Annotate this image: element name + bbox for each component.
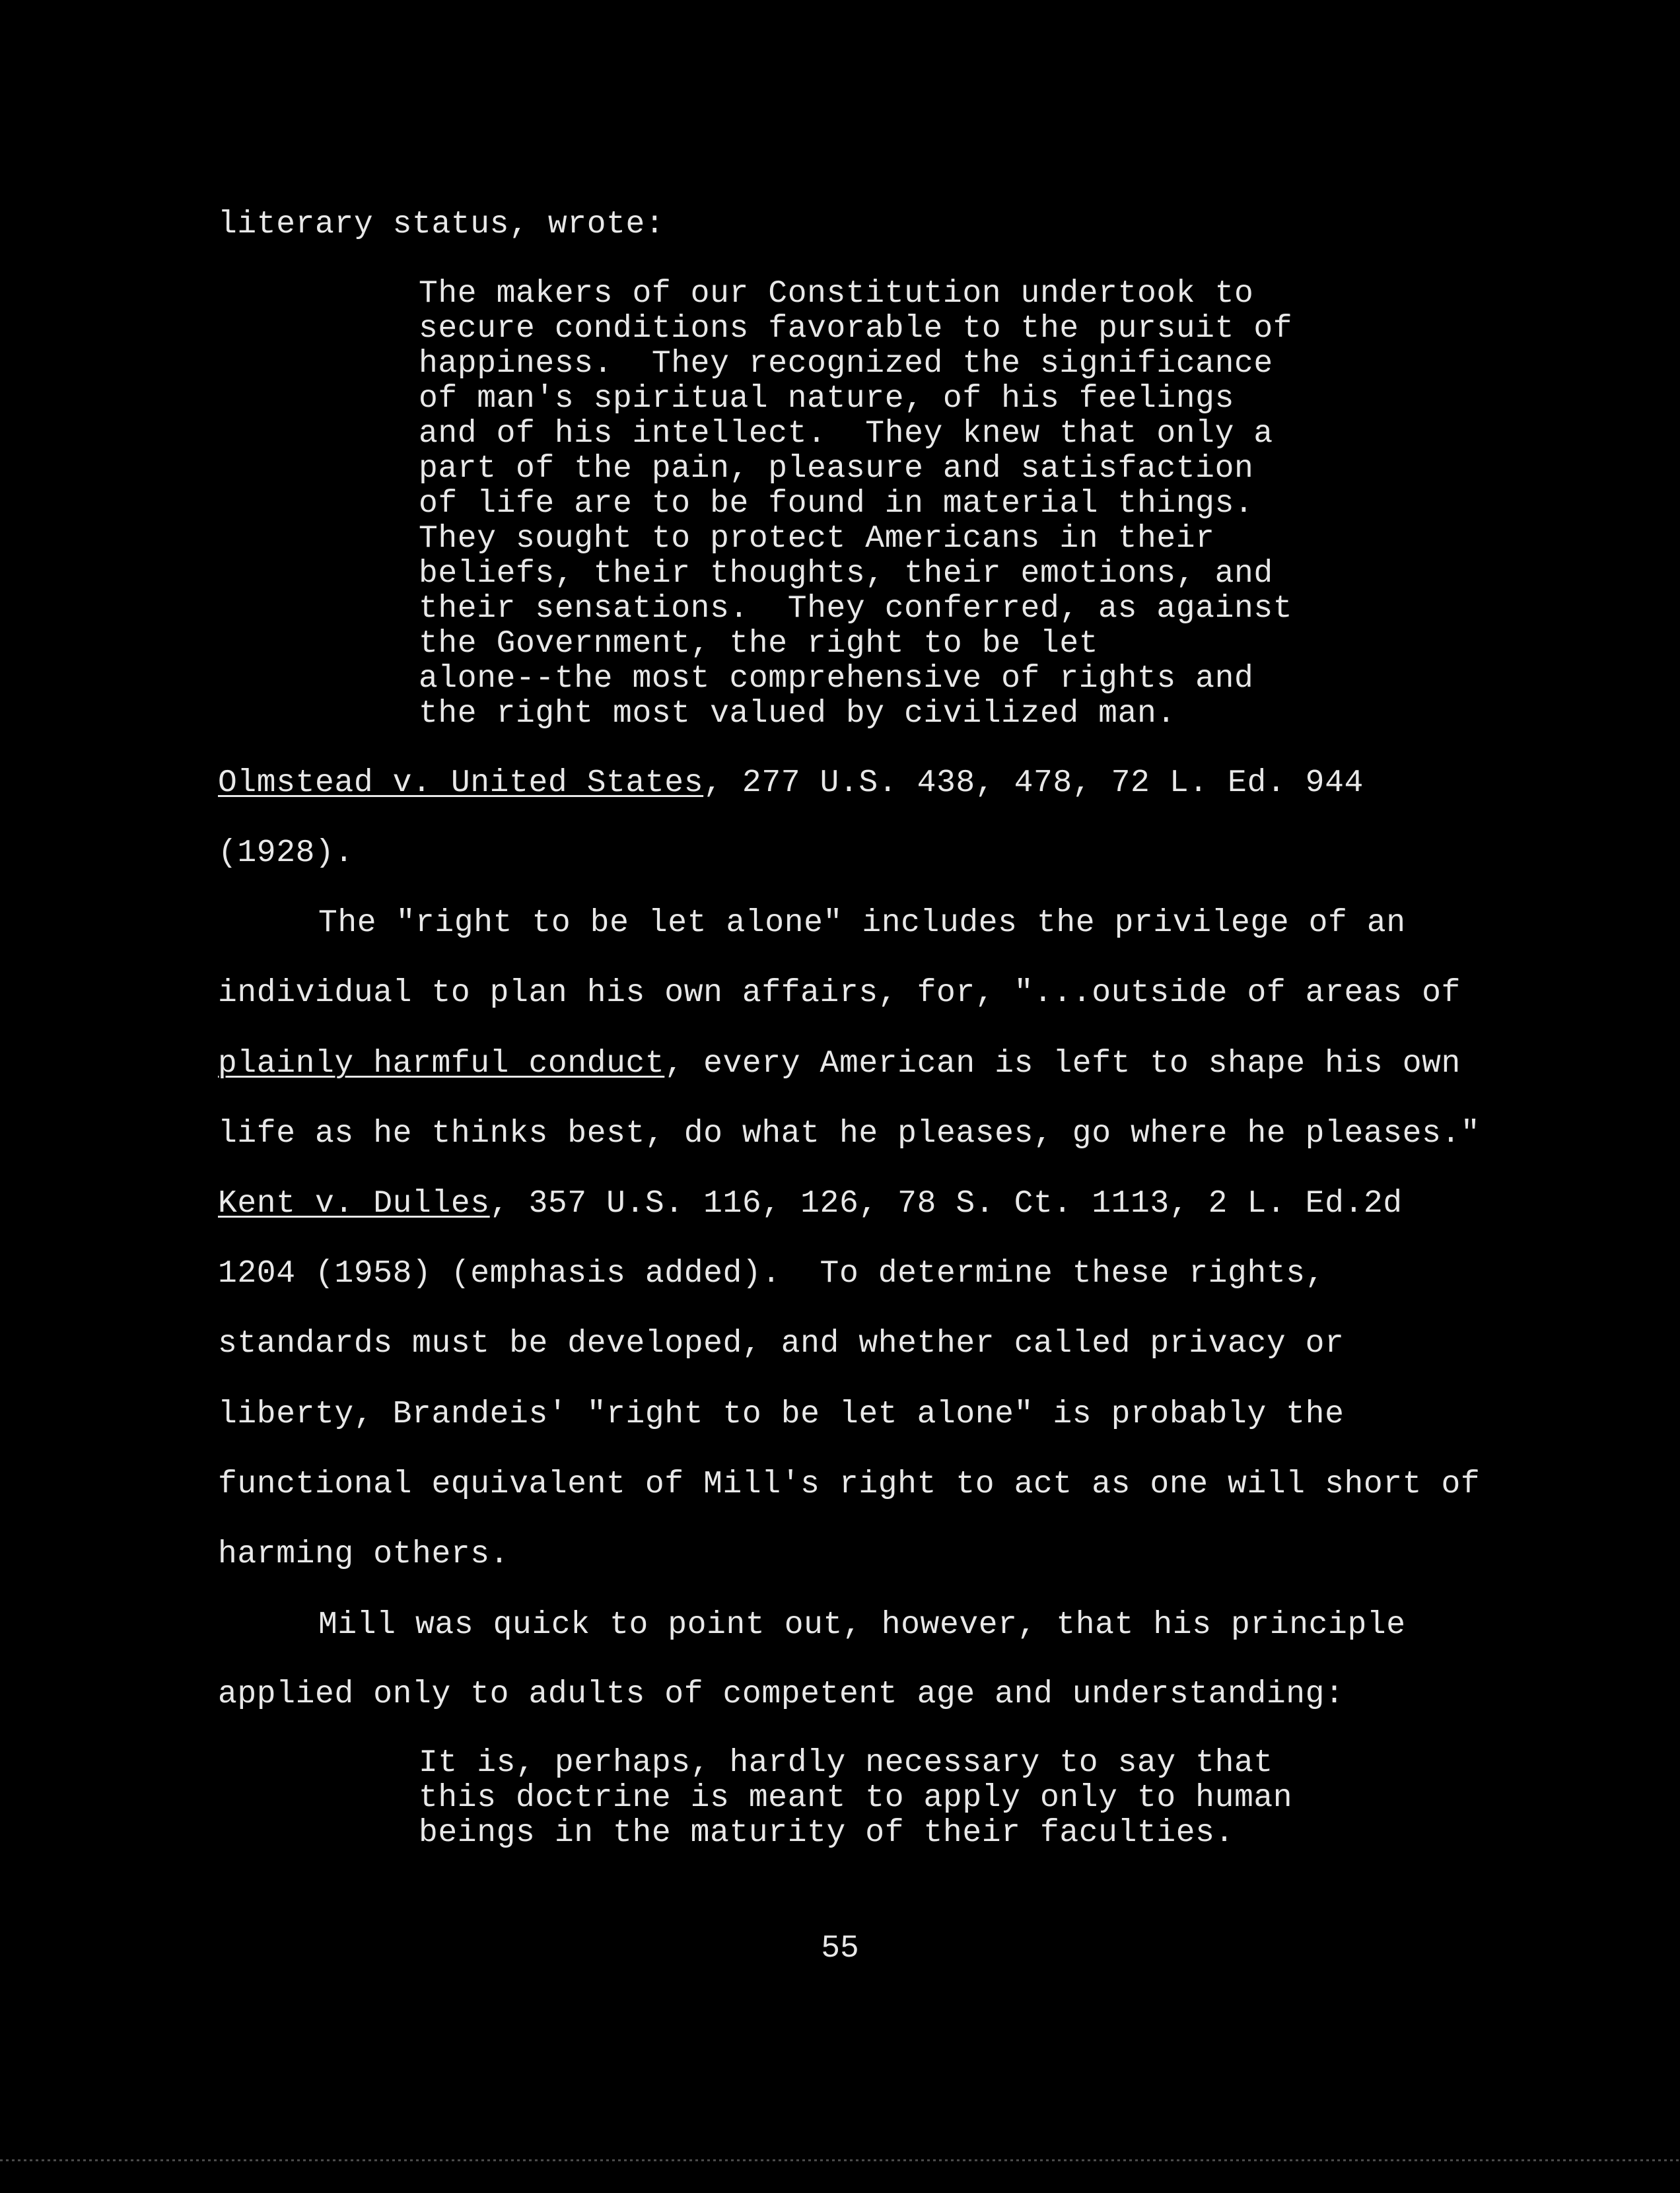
page-number: 55 [821,1931,859,1967]
quote-line: alone--the most comprehensive of rights and [419,661,1254,697]
paragraph-line: harming others. [218,1537,510,1572]
citation-year: (1928). [218,835,354,871]
quote-line: beings in the maturity of their faculties. [419,1815,1234,1851]
quote-line: part of the pain, pleasure and satisfaction [419,451,1254,487]
paragraph-line: functional equivalent of Mill's right to act as one will short of [218,1467,1481,1502]
case-name-kent: Kent v. Dulles [218,1186,490,1222]
paragraph-line: applied only to adults of competent age and understanding: [218,1677,1345,1712]
citation-reporter: , 277 U.S. 438, 478, 72 L. Ed. 944 [703,765,1364,801]
quote-line: The makers of our Constitution undertook to [419,276,1254,312]
paragraph-line: liberty, Brandeis' "right to be let alone" is probably the [218,1397,1345,1432]
quote-line: and of his intellect. They knew that only a [419,416,1273,452]
quote-line: It is, perhaps, hardly necessary to say that [419,1745,1273,1781]
paragraph-line: 1204 (1958) (emphasis added). To determine these rights, [218,1256,1325,1292]
quote-line: the Government, the right to be let [419,626,1099,662]
scan-edge-rule [0,2159,1680,2161]
paragraph-line: standards must be developed, and whether called privacy or [218,1326,1345,1362]
quote-line: the right most valued by civilized man. [419,696,1176,732]
paragraph-line: individual to plan his own affairs, for, "...outside of areas of [218,975,1461,1011]
quote-line: of man's spiritual nature, of his feelings [419,381,1234,417]
citation-olmstead [218,767,1364,799]
citation-kent: Kent v. Dulles, 357 U.S. 116, 126, 78 S. Ct. 1113, 2 L. Ed.2d [218,1186,1403,1222]
paragraph-line: Mill was quick to point out, however, that his principle [318,1607,1406,1643]
quote-line: secure conditions favorable to the pursuit of [419,311,1293,347]
quote-line: of life are to be found in material things. [419,486,1254,522]
quote-line: beliefs, their thoughts, their emotions, and [419,556,1273,592]
quote-line: happiness. They recognized the significance [419,346,1273,382]
paragraph-line: The "right to be let alone" includes the privilege of an [318,905,1406,941]
quote-line: their sensations. They conferred, as against [419,591,1293,627]
case-name-olmstead: Olmstead v. United States [218,765,704,801]
intro-line: literary status, wrote: [218,207,665,242]
quote-line: this doctrine is meant to apply only to human [419,1780,1293,1816]
quote-line: They sought to protect Americans in their [419,521,1215,557]
emphasized-phrase: plainly harmful conduct [218,1046,665,1082]
paragraph-line: life as he thinks best, do what he pleases, go where he pleases." [218,1116,1481,1152]
paragraph-line: plainly harmful conduct, every American is left to shape his own [218,1046,1461,1082]
